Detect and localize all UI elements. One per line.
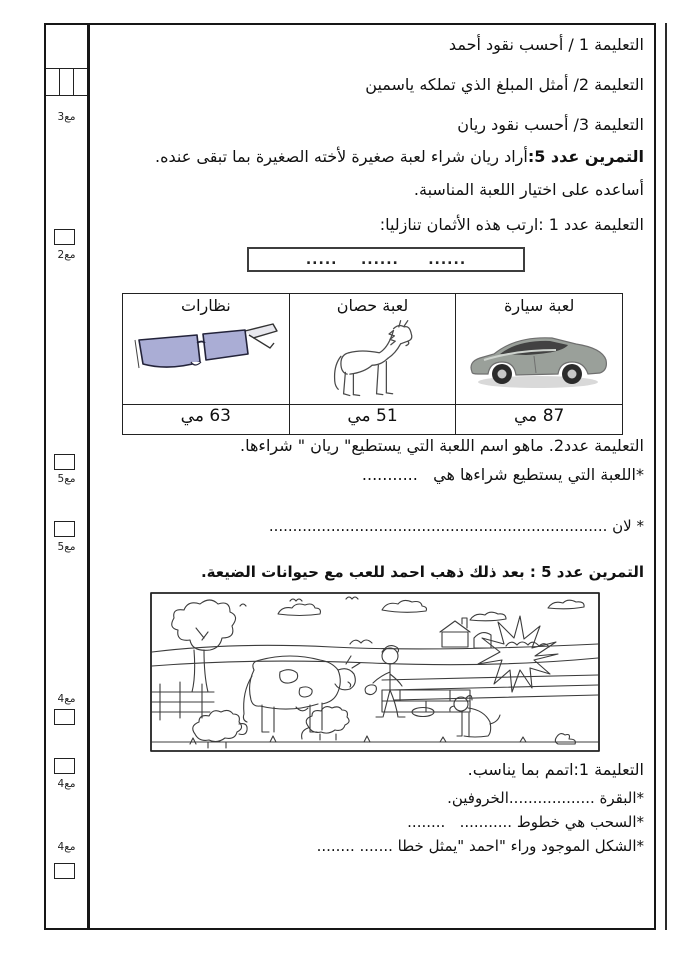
fill-line: *الشكل الموجود وراء "احمد "يمثل خطا ....... ........ xyxy=(316,837,644,855)
toy-name: لعبة سيارة xyxy=(504,296,575,315)
scoring-margin-strip xyxy=(46,25,90,928)
instruction-line: التعليمة 3/ أحسب نقود ريان xyxy=(457,115,644,134)
because-dots: ....................................................................... xyxy=(268,517,608,535)
toy-name: لعبة حصان xyxy=(336,296,409,315)
fill-line: *البقرة ..................الخروفين. xyxy=(447,789,644,807)
score-box xyxy=(54,758,75,774)
farm-scene-container xyxy=(150,591,600,753)
page-edge-line xyxy=(665,23,667,930)
score-box xyxy=(54,454,75,470)
toy-price: 87 مي xyxy=(456,405,623,435)
exercise-5-title: التمرين عدد 5: xyxy=(527,147,644,166)
score-cells-box xyxy=(46,68,87,96)
toy-cell-horse xyxy=(289,294,456,405)
toy-horse-image xyxy=(319,318,427,400)
farm-scene-illustration xyxy=(150,591,600,753)
instruction-complete: التعليمة 1:اتمم بما يناسب. xyxy=(467,760,644,779)
score-box xyxy=(54,863,75,879)
score-box xyxy=(54,521,75,537)
worksheet-content xyxy=(93,25,654,928)
toys-price-table xyxy=(122,293,623,435)
score-box xyxy=(54,709,75,725)
score-label: مع3 xyxy=(57,111,76,123)
order-answer-box: ...... ...... ..... xyxy=(247,247,525,272)
page-frame xyxy=(44,23,656,930)
score-label: مع5 xyxy=(57,541,76,553)
toy-car-image xyxy=(464,318,614,396)
score-label: مع4 xyxy=(57,778,76,790)
exercise-5b-text: بعد ذلك ذهب احمد للعب مع حيوانات الضيعة. xyxy=(200,563,525,581)
exercise-5b-title: التمرين عدد 5 : xyxy=(529,563,644,581)
score-label: مع4 xyxy=(57,841,76,853)
instruction-line: التعليمة 2/ أمثل المبلغ الذي تملكه ياسمين xyxy=(365,75,644,94)
instruction-order-prices: التعليمة عدد 1 :ارتب هذه الأثمان تنازليا: xyxy=(379,215,644,234)
table-row-prices xyxy=(123,405,623,435)
table-row xyxy=(123,294,623,405)
exercise-5-subtext: أساعده على اختيار اللعبة المناسبة. xyxy=(413,180,644,199)
score-box xyxy=(54,229,75,245)
toy-price: 63 مي xyxy=(123,405,290,435)
exercise-5-text: أراد ريان شراء لعبة صغيرة لأخته الصغيرة بما تبقى عنده. xyxy=(155,147,528,166)
score-label: مع2 xyxy=(57,249,76,261)
toy-cell-eyeglasses xyxy=(123,294,290,405)
toy-price: 51 مي xyxy=(289,405,456,435)
score-label: مع4 xyxy=(57,693,76,705)
eyeglasses-image xyxy=(131,318,281,382)
exercise-5-heading xyxy=(155,147,644,166)
score-label: مع5 xyxy=(57,473,76,485)
answer-line-toy: *اللعبة التي يستطيع شراءها هي ........... xyxy=(361,465,644,484)
because-label: * لان xyxy=(612,517,644,535)
exercise-5b-heading xyxy=(201,563,644,581)
instruction-which-toy: التعليمة عدد2. ماهو اسم اللعبة التي يستطيع" ريان " شراءها. xyxy=(240,436,644,455)
toy-cell-car xyxy=(456,294,623,405)
fill-line: *السحب هي خطوط ........... ........ xyxy=(407,813,644,831)
answer-line-because xyxy=(269,517,644,535)
instruction-line: التعليمة 1 / أحسب نقود أحمد xyxy=(448,35,644,54)
toy-name: نظارات xyxy=(181,296,231,315)
